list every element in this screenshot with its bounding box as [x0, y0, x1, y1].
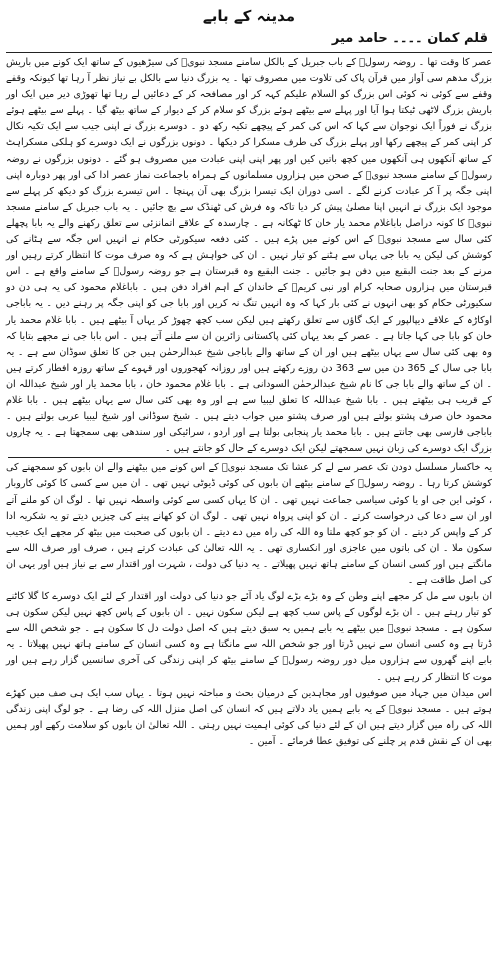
article-paragraph-3: ان بابوں سے مل کر مجھے اپنے وطن کے وہ بڑے بڑے لوگ یاد آئے جو دنیا کی دولت اور اقتدار کے لئے ایک دوسرے کا گلا کاٹنے کو تیار رہتے ہیں ۔ ان بڑے لوگوں کے پاس سب کچھ ہے لیکن سکون نہیں ۔ ان بابوں کے پاس کچھ نہیں لیکن سکون ہی سکون ہے ۔ مسجد نبویؐ میں بیٹھے یہ بابے ہمیں یہ سبق دیتے ہیں کہ اصل دولت دل کا سکون ہے ۔ جو شخص اللہ سے ڈرتا ہے وہ کسی انسان سے نہیں ڈرتا اور جو شخص اللہ سے مانگتا ہے وہ کسی انسان کے سامنے ہاتھ نہیں پھیلاتا ۔ یہ بابے اپنے گھروں سے ہزاروں میل دور روضہ رسولؐ کے سامنے بیٹھ کر اپنی زندگی کی آخری سانسیں گزار رہے ہیں اور موت کا انتظار کر رہے ہیں ۔ — [6, 591, 492, 683]
article-paragraph-1: عصر کا وقت تھا ۔ روضہ رسولؐ کے باب جبریل کے بالکل سامنے مسجد نبویؐ کی سیڑھیوں کے ساتھ ایک کونے میں باریش بزرگ مدھم سی آواز میں قرآن پاک کی تلاوت میں مصروف تھا ۔ یہ بزرگ دنیا سے بالکل بے نیاز نظر آ رہا تھا کیونکہ وقفے وقفے سے کوئی نہ کوئی اس بزرگ کو السلام علیکم کہہ کر اور مصافحہ کر کے دعائیں لے رہا تھا تھوڑی دیر میں ایک اور باریش بزرگ لاٹھی ٹیکتا ہوا آیا اور پہلے سے بیٹھے ہوئے بزرگ کو سلام کر کے دیوار کے ساتھ بیٹھ گیا ۔ پہلے سے بیٹھے ہوئے بزرگ نے فوراً ایک نوجوان سے کہا کہ اس کی کمر کے پیچھے تکیہ رکھ دو ۔ دوسرے بزرگ نے اپنی جیب سے ایک تکیہ نکال کر اپنی کمر کے پیچھے رکھا اور پہلے بزرگ کی طرف مسکرا کر دیکھا ۔ دونوں بزرگوں نے ایک دوسرے کو ہلکی مسکراہٹ کے ساتھ آنکھوں ہی آنکھوں میں کچھ باتیں کیں اور پھر اپنی اپنی عبادت میں مصروف ہو گئے ۔ دونوں بزرگوں نے روضہ رسولؐ کے سامنے مسجد نبویؐ کے صحن میں ہزاروں مسلمانوں کے ہمراہ باجماعت نماز عصر ادا کی اور پھر دوبارہ اپنی اپنی جگہ پر آ کر عبادت کرنے لگے ۔ اسی دوران ایک تیسرا بزرگ بھی آن پہنچا ۔ اس تیسرے بزرگ کو دیکھ کر پہلے سے موجود ایک بزرگ نے انہیں اپنا مصلیٰ پیش کر دیا تاکہ وہ فرش کی ٹھنڈک سے بچ جائیں ۔ یہ باب جبریل کے سامنے مسجد نبویؐ کا کونہ دراصل باباغلام محمد یار خان کا ٹھکانہ ہے ۔ چارسدہ کے علاقے اتمانزئی سے تعلق رکھنے والے یہ بابا پچھلے کئی سال سے مسجد نبویؐ کے اس کونے میں پڑے ہیں ۔ کئی دفعہ سیکورٹی حکام نے انہیں اس جگہ سے ہٹانے کی کوشش کی لیکن یہ بابا جی یہاں سے ہٹنے کو تیار نہیں ۔ ان کی خواہش ہے کہ وہ صرف موت کا انتظار کرتے رہیں اور مرنے کے بعد جنت البقیع میں دفن ہو جائیں ۔ جنت البقیع وہ قبرستان ہے جو روضہ رسولؐ کے سامنے واقع ہے ۔ اس قبرستان میں ہزاروں صحابہ کرام اور نبی کریمؐ کے خاندان کے اہم افراد دفن ہیں ۔ باباغلام محمود کی یہ ہی دن دو سکیورٹی حکام کو بھی انہوں نے کئی بار کہا کہ وہ انہیں تنگ نہ کریں اور بابا جی کو اپنی جگہ پر رہنے دیں ۔ یہ باباجی اوکاڑہ کے علاقے دیپالپور کے ایک گاؤں سے تعلق رکھتے ہیں لیکن سب کچھ چھوڑ کر یہاں آ بیٹھے ہیں ۔ بابا غلام محمد یار خان کو بابا جی کہا جاتا ہے ۔ عصر کے بعد یہاں کئی پاکستانی زائرین ان سے ملنے آتے ہیں ۔ اس بابا جی نے مجھے بتایا کہ وہ بھی کئی سال سے یہاں بیٹھے ہیں اور ان کے ساتھ والے باباجی شیخ عبدالرحمٰن ہیں جن کا تعلق سوڈان سے ہے ۔ یہ بابا جی سال کے 365 دن میں سے 363 دن روزے رکھتے ہیں اور روزانہ کھجوروں اور قہوے کے ساتھ روزہ افطار کرتے ہیں ۔ ان کے ساتھ والے بابا جی کا نام شیخ عبدالرحمٰن السودانی ہے ۔ بابا غلام محمود خان ، بابا محمد یار اور شیخ عبداللہ ان کے قریب ہی بیٹھتے ہیں ۔ بابا شیخ عبداللہ کا تعلق لیبیا سے ہے اور وہ بھی کئی سال سے یہاں بیٹھے ہیں ۔ بابا غلام محمود خان صرف پشتو بولتے ہیں اور صرف پشتو میں جواب دیتے ہیں ۔ شیخ سوڈانی اور شیخ لیبیا عربی بولتے ہیں ۔ باباجی فارسی بھی جانتے ہیں ۔ بابا محمد یار پنجابی بولتا ہے اور اردو ، سرائیکی اور سندھی بھی سمجھتا ہے ۔ یہ چاروں بزرگ ایک دوسرے کی زبان نہیں سمجھتے لیکن ایک دوسرے کے حال کو جانتے ہیں ۔ — [6, 57, 493, 455]
article-paragraph-2: یہ خاکسار مسلسل دودن تک عصر سے لے کر عشا تک مسجد نبویؐ کے اس کونے میں بیٹھنے والے ان بابوں کو سمجھنے کی کوشش کرتا رہا ۔ روضہ رسولؐ کے سامنے بیٹھے ان بابوں کی کوئی ڈیوٹی نہیں تھی ۔ ان میں سے کسی کا کوئی کاروبار ، کوئی این جی او یا کوئی سیاسی جماعت نہیں تھی ۔ ان کا یہاں کسی سے کوئی واسطہ نہیں تھا ۔ لوگ ان کو ملنے آتے اور ان سے دعا کی درخواست کرتے ۔ ان کو اپنی پرواہ نہیں تھی ۔ لوگ ان کو کھانے پینے کی چیزیں دیتے تو یہ شکریہ ادا کر کے واپس کر دیتے ۔ ان کو جو کچھ ملتا وہ اللہ کی راہ میں دے دیتے ۔ ان بابوں کی صحبت میں بیٹھ کر مجھے ایک عجیب سکون ملا ۔ ان کی باتوں میں عاجزی اور انکساری تھی ۔ یہ اللہ تعالیٰ کی عبادت کرتے ہیں ، صرف اور صرف اللہ سے مانگتے ہیں اور کسی انسان کے سامنے ہاتھ نہیں پھیلاتے ۔ یہ دنیا کی دولت ، شہرت اور اقتدار سے بے نیاز ہیں اور یہی ان کی اصل طاقت ہے ۔ — [6, 462, 492, 586]
article-paragraph-4: اس میدان میں جہاد میں صوفیوں اور مجاہدین کے درمیان بحث و مباحثہ نہیں ہوتا ۔ یہاں سب ایک ہی صف میں کھڑے ہوتے ہیں ۔ مسجد نبویؐ کے یہ بابے ہمیں یاد دلاتے ہیں کہ انسان کی اصل منزل اللہ کی رضا ہے ۔ جو لوگ اپنی زندگی اللہ کی راہ میں گزار دیتے ہیں ان کے لئے دنیا کی کوئی اہمیت نہیں رہتی ۔ اللہ تعالیٰ ان بابوں کو سلامت رکھے اور ہمیں بھی ان کے نقش قدم پر چلنے کی توفیق عطا فرمائے ۔ آمین ۔ — [6, 687, 492, 747]
divider — [6, 52, 492, 53]
article-byline: قلم کمان ۔۔۔۔ حامد میر — [331, 31, 488, 46]
paragraph-divider — [8, 457, 490, 458]
article-title: مدینہ کے بابے — [202, 7, 296, 25]
article-body — [4, 55, 494, 750]
